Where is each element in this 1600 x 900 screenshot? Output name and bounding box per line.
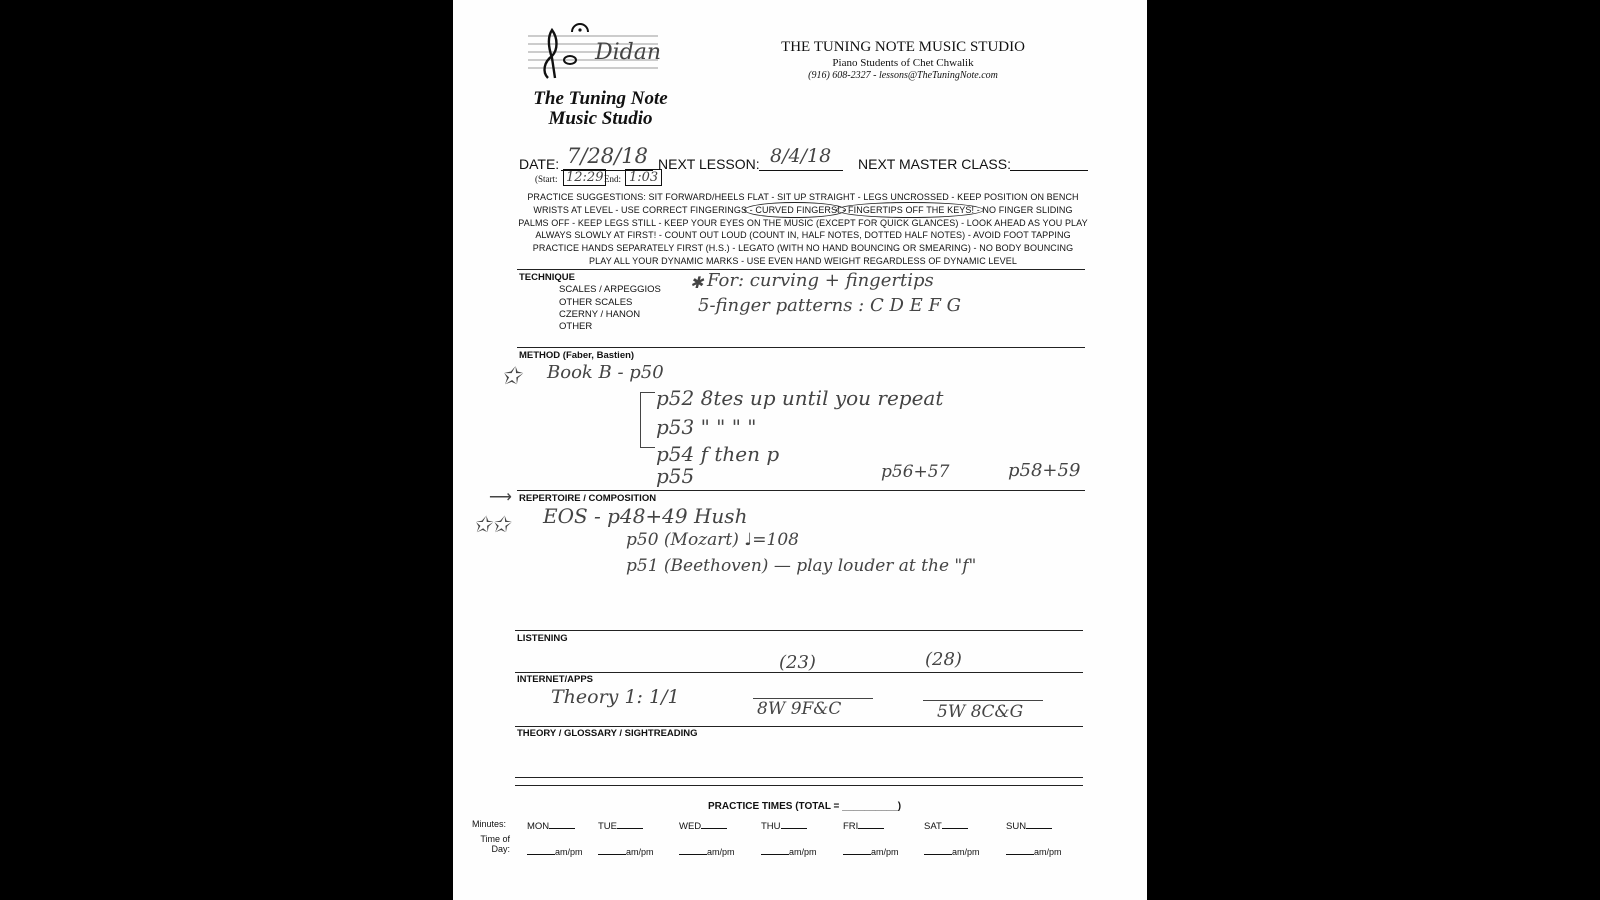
date-value[interactable]: 7/28/18 (567, 144, 648, 168)
technique-label: TECHNIQUE (519, 272, 575, 283)
ampm-label: am/pm (626, 847, 654, 857)
next-lesson-underline (759, 170, 843, 171)
day-wed[interactable] (679, 820, 727, 832)
star-icon: ✩ (501, 362, 522, 390)
time-fri[interactable] (843, 846, 899, 857)
method-note: p55 (656, 464, 695, 488)
repertoire-note: EOS - p48+49 Hush (543, 504, 748, 528)
listening-note: (28) (925, 649, 962, 670)
listening-label: LISTENING (517, 633, 568, 644)
day-fri[interactable] (843, 820, 884, 832)
time-mon[interactable] (527, 846, 583, 857)
star-icon: ✩✩ (473, 513, 510, 538)
method-top-rule (517, 347, 1085, 348)
time-tue[interactable] (598, 846, 654, 857)
logo-line1: The Tuning Note (533, 88, 668, 109)
day-label: TUE (598, 821, 617, 832)
day-thu[interactable] (761, 820, 807, 832)
method-note: p54 f then p (656, 442, 780, 466)
ampm-label: am/pm (1034, 847, 1062, 857)
suggestions-line3: PALMS OFF - KEEP LEGS STILL - KEEP YOUR EYES ON THE MUSIC (EXCEPT FOR QUICK GLANCES) - LOOK AHEAD AS YOU PLAY (518, 218, 1088, 228)
star-icon: ✱ (690, 273, 704, 292)
repertoire-top-rule (517, 490, 1085, 491)
studio-name: THE TUNING NOTE MUSIC STUDIO (781, 39, 1025, 55)
internet-note: 8W 9F&C (757, 699, 842, 719)
internet-label: INTERNET/APPS (517, 674, 594, 685)
theory-label: THEORY / GLOSSARY / SIGHTREADING (517, 728, 698, 739)
start-label: (Start: (535, 174, 558, 184)
repertoire-note: p50 (Mozart) ♩=108 (626, 530, 799, 550)
technique-item: OTHER (559, 321, 593, 332)
internet-note: Theory 1: 1/1 (551, 686, 680, 708)
end-value[interactable]: 1:03 (625, 169, 662, 186)
listening-top-rule (515, 630, 1083, 631)
day-tue[interactable] (598, 820, 643, 832)
next-master-class-label: NEXT MASTER CLASS: (858, 156, 1012, 172)
listening-note: (23) (779, 652, 816, 673)
technique-item: CZERNY / HANON (559, 309, 641, 320)
day-label: SUN (1006, 821, 1027, 832)
theory-bottom-rule (515, 777, 1083, 778)
internet-underline (923, 700, 1043, 701)
suggestions-line5: PRACTICE HANDS SEPARATELY FIRST (H.S.) - LEGATO (WITH NO HAND BOUNCING OR SMEARING) - NO BODY BOUNCING (532, 243, 1074, 253)
technique-note: 5-finger patterns : C D E F G (698, 295, 962, 316)
ampm-label: am/pm (789, 847, 817, 857)
method-note: p58+59 (1008, 460, 1081, 481)
suggestions-line6: PLAY ALL YOUR DYNAMIC MARKS - USE EVEN HAND WEIGHT REGARDLESS OF DYNAMIC LEVEL (589, 256, 1017, 266)
minutes-label: Minutes: (472, 819, 507, 829)
method-note: p53 " " " " (656, 415, 757, 439)
technique-note: For: curving + fingertips (707, 270, 934, 291)
time-wed[interactable] (679, 846, 735, 857)
theory-bottom-rule-2 (515, 785, 1083, 786)
practice-times-heading: PRACTICE TIMES (TOTAL = __________) (708, 801, 902, 812)
logo (523, 22, 683, 132)
lesson-sheet (453, 0, 1147, 900)
studio-subtitle: Piano Students of Chet Chwalik (832, 57, 974, 69)
ampm-label: am/pm (871, 847, 899, 857)
suggestions-line1-rest: SIT FORWARD/HEELS FLAT - SIT UP STRAIGHT - LEGS UNCROSSED - KEEP POSITION ON BENCH (648, 192, 1079, 202)
theory-top-rule (515, 726, 1083, 727)
logo-line2: Music Studio (548, 108, 653, 129)
start-value[interactable]: 12:29 (563, 169, 606, 186)
day-mon[interactable] (527, 820, 575, 832)
day-label: FRI (843, 821, 859, 832)
day-label: MON (527, 821, 550, 832)
day-label: SAT (924, 821, 942, 832)
method-note: p56+57 (881, 462, 950, 482)
day-sun[interactable] (1006, 820, 1052, 832)
ampm-label: am/pm (952, 847, 980, 857)
suggestions-heading: PRACTICE SUGGESTIONS: (527, 192, 646, 202)
ampm-label: am/pm (707, 847, 735, 857)
method-label: METHOD (Faber, Bastien) (519, 350, 635, 361)
ampm-label: am/pm (555, 847, 583, 857)
suggestions-line4: ALWAYS SLOWLY AT FIRST! - COUNT OUT LOUD (COUNT IN, HALF NOTES, DOTTED HALF NOTES) - AVOID FOOT TAPPING (535, 230, 1071, 240)
next-lesson-value[interactable]: 8/4/18 (770, 145, 832, 167)
time-sun[interactable] (1006, 846, 1062, 857)
internet-note: 5W 8C&G (937, 702, 1024, 722)
studio-contact: (916) 608-2327 - lessons@TheTuningNote.com (808, 70, 998, 81)
day-label: THU (761, 821, 781, 832)
technique-item: OTHER SCALES (559, 297, 633, 308)
day-label: WED (679, 821, 702, 832)
end-label: End: (604, 174, 621, 184)
method-bracket (640, 392, 655, 448)
time-thu[interactable] (761, 846, 817, 857)
repertoire-note: p51 (Beethoven) — play louder at the "f" (626, 556, 977, 576)
fingertips-circle (836, 202, 984, 218)
time-of-day-label: Time of Day: (480, 834, 510, 854)
repertoire-label: REPERTOIRE / COMPOSITION (519, 493, 657, 504)
logo-signature: Didan (595, 40, 662, 65)
time-sat[interactable] (924, 846, 980, 857)
arrow-icon: ⟶ (489, 489, 512, 506)
date-label: DATE: (519, 156, 560, 172)
curved-fingers-circle (744, 202, 846, 218)
method-note: Book B - p50 (547, 362, 664, 383)
method-note: p52 8tes up until you repeat (656, 386, 944, 410)
suggestions-line1 (493, 192, 1113, 202)
technique-item: SCALES / ARPEGGIOS (559, 284, 661, 295)
next-master-class-underline (1010, 170, 1088, 171)
internet-top-rule (515, 672, 1083, 673)
suggestions-line2: WRISTS AT LEVEL - USE CORRECT FINGERINGS - CURVED FINGERS! - FINGERTIPS OFF THE KEYS! - NO FINGER SLIDING (533, 205, 1073, 215)
day-sat[interactable] (924, 820, 968, 832)
next-lesson-label: NEXT LESSON: (658, 156, 760, 172)
